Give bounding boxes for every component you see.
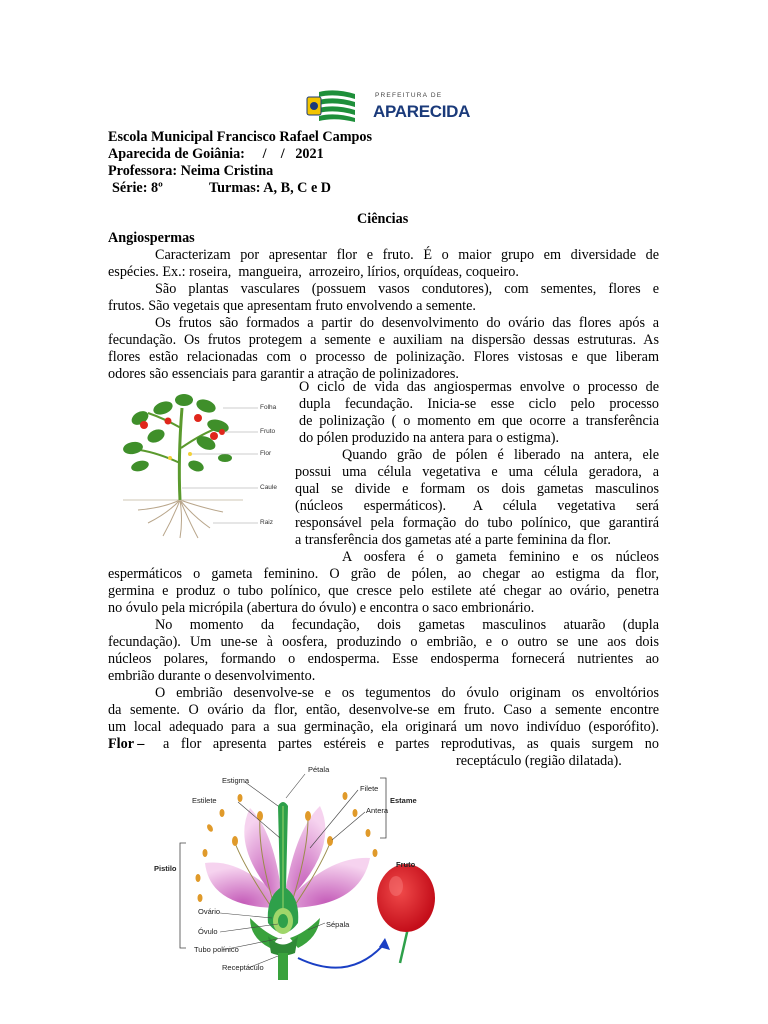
flower-label-receptaculo: Receptáculo: [222, 963, 264, 972]
plant-illustration: [118, 388, 288, 540]
p5-line1: Quando grão de pólen é liberado na antera, ele: [342, 447, 659, 463]
plant-label-folha: Folha: [260, 404, 277, 411]
p8-line3: um local adequado para a sua germinação, ela originará um novo indivíduo (esporófito).: [108, 719, 659, 735]
p2-line2: frutos. São vegetais que apresentam fruto envolvendo a semente.: [108, 298, 476, 314]
p6-line4: no óvulo pela micrópila (abertura do óvulo) e encontra o saco embrionário.: [108, 600, 535, 616]
flower-label-fruto: Fruto: [396, 860, 416, 869]
p6-line1: A oosfera é o gameta feminino e os núcleos: [342, 549, 659, 565]
teacher-name: Professora: Neima Cristina: [108, 163, 274, 179]
p5-line5: responsável pela formação do tubo polínico, que garantirá: [295, 515, 659, 531]
section-title: Angiospermas: [108, 230, 195, 246]
prefeitura-logo: [305, 88, 471, 124]
plant-label-caule: Caule: [260, 484, 277, 491]
p7-line4: embrião durante o desenvolvimento.: [108, 668, 316, 684]
classes-label: Turmas: A, B, C e D: [209, 180, 332, 196]
plant-label-flor: Flor: [260, 450, 272, 457]
logo-name: APARECIDA: [373, 102, 471, 121]
flor-term: Flor –: [108, 736, 145, 752]
school-name: Escola Municipal Francisco Rafael Campos: [108, 129, 373, 145]
p1-line1: Caracterizam por apresentar flor e fruto. É o maior grupo em diversidade de: [155, 247, 659, 263]
flower-label-estigma: Estigma: [222, 776, 250, 785]
flower-label-antera: Antera: [366, 806, 389, 815]
subject-title: Ciências: [357, 211, 409, 227]
p5-line3: qual se divide e formam os dois gametas masculinos: [295, 481, 659, 497]
p9-line1: a flor apresenta partes estéreis e partes reprodutivas, as quais surgem no: [163, 736, 659, 752]
p9-line2: receptáculo (região dilatada).: [456, 753, 622, 769]
p3-line4: odores são essenciais para garantir a atração de polinizadores.: [108, 366, 459, 382]
p7-line1: No momento da fecundação, dois gametas masculinos atuarão (dupla: [155, 617, 659, 633]
p5-line4: (núcleos espermáticos). A célula vegetativa será: [295, 498, 659, 514]
p5-line6: a transferência dos gametas até a parte feminina da flor.: [295, 532, 611, 548]
p3-line1: Os frutos são formados a partir do desenvolvimento do ovário das flores após a: [155, 315, 659, 331]
p2-line1: São plantas vasculares (possuem vasos condutores), com sementes, flores e: [155, 281, 659, 297]
flower-label-sepala: Sépala: [326, 920, 350, 929]
flower-label-pistilo: Pistilo: [154, 864, 177, 873]
p1-line2: espécies. Ex.: roseira, mangueira, arrozeiro, lírios, orquídeas, coqueiro.: [108, 264, 519, 280]
plant-label-fruto: Fruto: [260, 428, 276, 435]
p6-line3: germina e produz o tubo polínico, que cresce pelo estilete até chegar ao ovário, penetra: [108, 583, 659, 599]
flower-label-estilete: Estilete: [192, 796, 217, 805]
p4-line1: O ciclo de vida das angiospermas envolve o processo de: [299, 379, 659, 395]
city-date: Aparecida de Goiânia: / / 2021: [108, 146, 324, 162]
p7-line2: fecundação). Um une-se à oosfera, produzindo o embrião, e o outro se une aos dois: [108, 634, 659, 650]
plant-label-raiz: Raiz: [260, 519, 274, 526]
p4-line2: dupla fecundação. Inicia-se esse ciclo pelo processo: [299, 396, 659, 412]
coat-of-arms-icon: [305, 88, 357, 124]
flower-label-ovario: Ovário: [198, 907, 221, 916]
flower-label-ovulo: Óvulo: [198, 927, 218, 936]
p4-line4: do pólen produzido na antera para o estigma).: [299, 430, 560, 446]
p8-line1: O embrião desenvolve-se e os tegumentos do óvulo originam os envoltórios: [155, 685, 659, 701]
p7-line3: núcleos polares, formando o endosperma. Esse endosperma fornecerá nutrientes ao: [108, 651, 659, 667]
flower-diagram: [150, 758, 445, 980]
logo-top-text: PREFEITURA DE: [375, 92, 443, 99]
p6-line2: espermáticos o gameta feminino. O grão de pólen, ao chegar ao estigma da flor,: [108, 566, 659, 582]
flower-label-tubo-polinico: Tubo polínico: [194, 945, 239, 954]
p3-line2: fecundação. Os frutos protegem a semente e auxiliam na dispersão dessas estruturas. As: [108, 332, 659, 348]
flower-label-filete: Filete: [360, 784, 379, 793]
p8-line2: da semente. O ovário da flor, então, desenvolve-se em fruto. Caso a semente encontre: [108, 702, 659, 718]
flower-label-estame: Estame: [390, 796, 417, 805]
series-label: Série: 8º: [112, 180, 163, 196]
flower-label-petala: Pétala: [308, 765, 330, 774]
p4-line3: de polinização ( o momento em que ocorre a transferência: [299, 413, 659, 429]
p5-line2: possui uma célula vegetativa e uma célula geradora, a: [295, 464, 659, 480]
p3-line3: flores estão relacionadas com o processo de polinização. Flores vistosas e que liberam: [108, 349, 659, 365]
